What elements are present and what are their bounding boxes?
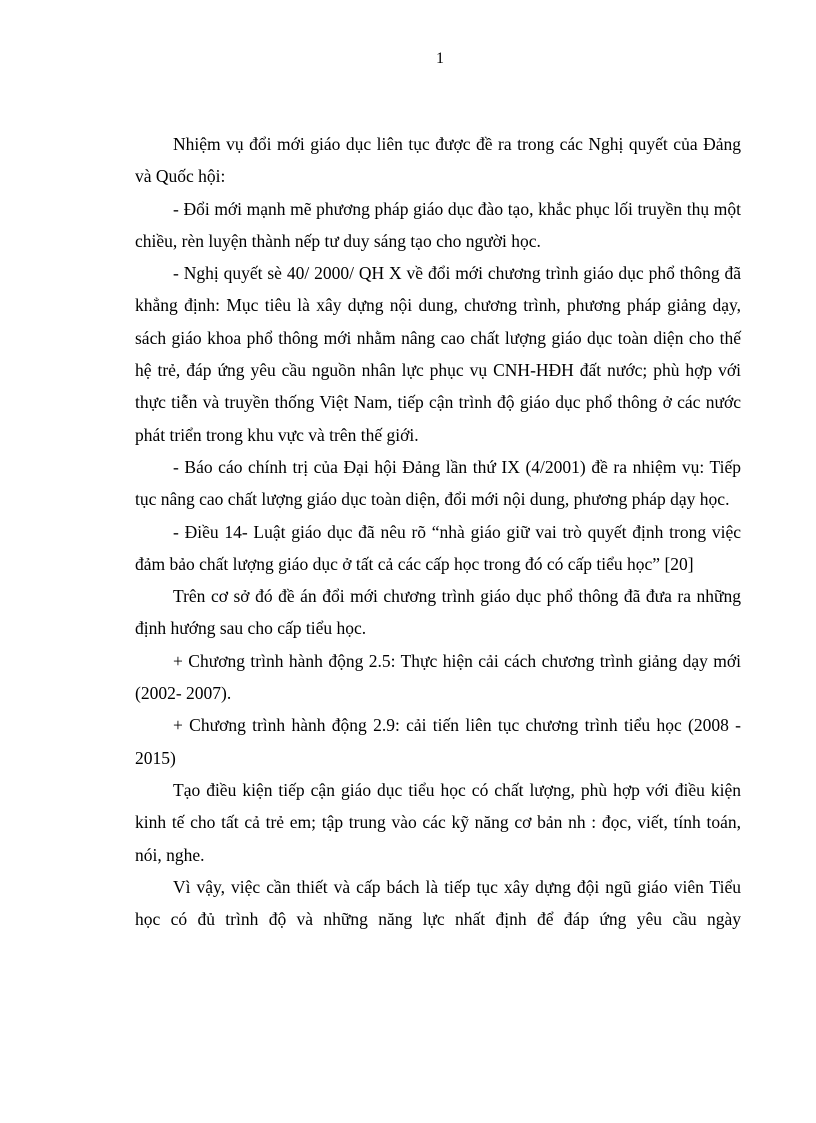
paragraph-bullet-reform-methods: - Đổi mới mạnh mẽ phương pháp giáo dục đào tạo, khắc phục lối truyền thụ một chiều, rèn luyện thành nếp tư duy sáng tạo cho người học. [135, 198, 741, 251]
paragraph-conclusion: Vì vậy, việc cần thiết và cấp bách là tiếp tục xây dựng đội ngũ giáo viên Tiểu học có đủ trình độ và những năng lực nhất định để đáp ứng yêu cầu ngày [135, 876, 741, 930]
paragraph-orientation: Trên cơ sở đó đề án đổi mới chương trình giáo dục phổ thông đã đưa ra những định hướng sau cho cấp tiểu học. [135, 586, 741, 639]
paragraph-access-conditions: Tạo điều kiện tiếp cận giáo dục tiểu học có chất lượng, phù hợp với điều kiện kinh tế cho tất cả trẻ em; tập trung vào các kỹ năng cơ bản nh : đọc, viết, tính toán, nói, nghe. [135, 779, 741, 865]
paragraph-bullet-article-14: - Điều 14- Luật giáo dục đã nêu rõ “nhà giáo giữ vai trò quyết định trong việc đảm bảo chất lượng giáo dục ở tất cả các cấp học trong đó có cấp tiểu học” [20] [135, 521, 741, 574]
document-body [135, 128, 741, 935]
paragraph-program-2-5: + Chương trình hành động 2.5: Thực hiện cải cách chương trình giảng dạy mới (2002- 2007). [135, 650, 741, 704]
paragraph-bullet-resolution-40: - Nghị quyết sè 40/ 2000/ QH X về đổi mới chương trình giáo dục phổ thông đã khẳng định: Mục tiêu là xây dựng nội dung, chương trình, phương pháp giảng dạy, sách giáo khoa phổ thông mới nhằm nâng cao chất lượng giáo dục toàn diện cho thế hệ trẻ, đáp ứng yêu cầu nguồn nhân lực phục vụ CNH-HĐH đất nước; phù hợp với thực tiễn và truyền thống Việt Nam, tiếp cận trình độ giáo dục phổ thông ở các nước phát triển trong khu vực và trên thế giới. [135, 263, 741, 445]
paragraph-program-2-9: + Chương trình hành động 2.9: cải tiến liên tục chương trình tiểu học (2008 - 2015) [135, 715, 741, 768]
page-number: 1 [436, 50, 444, 67]
paragraph-intro: Nhiệm vụ đổi mới giáo dục liên tục được đề ra trong các Nghị quyết của Đảng và Quốc hội: [135, 134, 741, 187]
paragraph-bullet-political-report: - Báo cáo chính trị của Đại hội Đảng lần thứ IX (4/2001) đề ra nhiệm vụ: Tiếp tục nâng cao chất lượng giáo dục toàn diện, đổi mới nội dung, phương pháp dạy học. [135, 456, 741, 510]
